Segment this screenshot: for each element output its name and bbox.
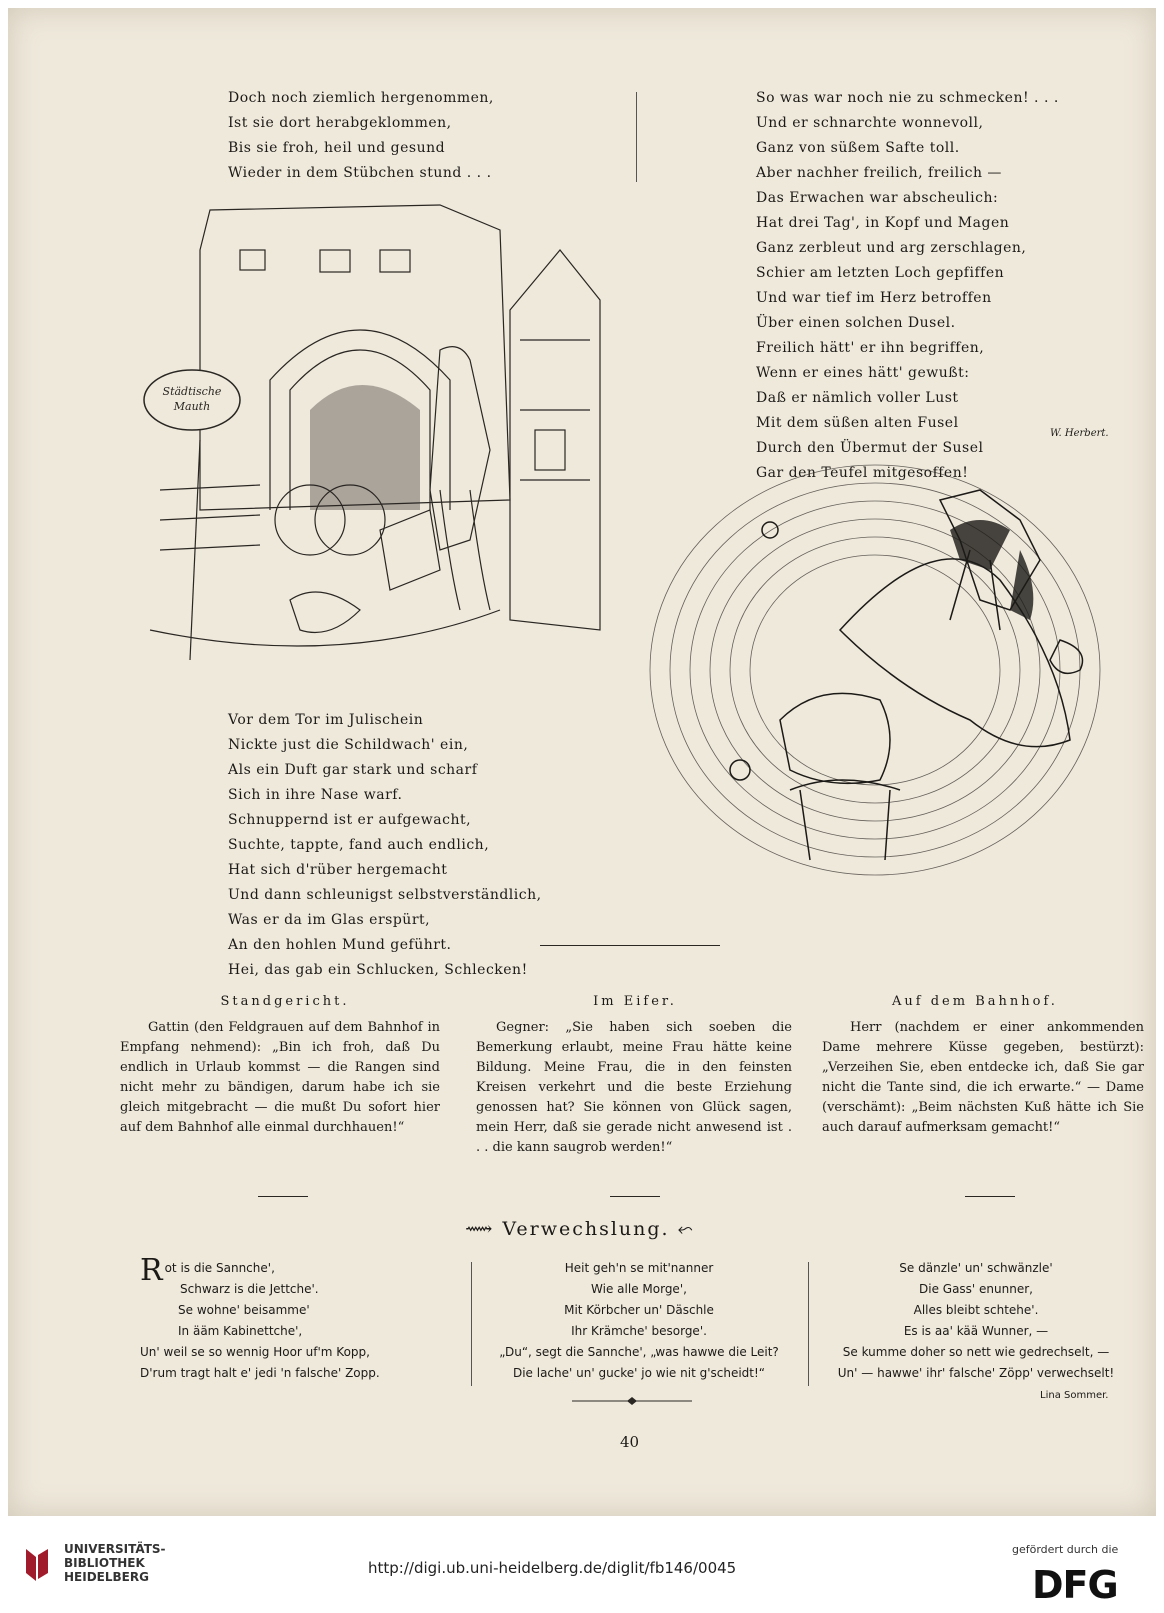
verse-line: Und er schnarchte wonnevoll,	[756, 115, 984, 131]
verse-line: Sich in ihre Nase warf.	[228, 787, 403, 803]
verse-line: Schwarz is die Jettche'.	[180, 1282, 319, 1296]
column-end-rule	[610, 1196, 660, 1197]
verse-line: Mit Körbcher un' Däschle	[564, 1303, 714, 1317]
verse-line: Ganz zerbleut und arg zerschlagen,	[756, 240, 1027, 256]
verse-line: Vor dem Tor im Julischein	[228, 712, 424, 728]
verse-line: Wieder in dem Stübchen stund . . .	[228, 165, 492, 181]
verse-line: Es is aa' kää Wunner, —	[903, 1324, 1049, 1338]
poem-right	[756, 86, 1059, 486]
verse-line: Und war tief im Herz betroffen	[756, 290, 992, 306]
verse-line: Bis sie froh, heil und gesund	[228, 140, 446, 156]
column-divider	[471, 1262, 472, 1386]
verse-line: Alles bleibt schtehe'.	[913, 1303, 1039, 1317]
section-rule	[540, 945, 720, 946]
verse-line: Se wohne' beisamme'	[178, 1303, 310, 1317]
verse-line: ot is die Sannche',	[164, 1261, 275, 1275]
verse-line: „Du“, segt die Sannche', „was hawwe die Leit?	[499, 1345, 779, 1359]
verse-line: D'rum tragt halt e' jedi 'n falsche' Zopp.	[140, 1366, 380, 1380]
anecdote-title: Im Eifer.	[593, 994, 677, 1009]
verse-line: Suchte, tappte, fand auch endlich,	[228, 837, 490, 853]
verse-line: Hat sich d'rüber hergemacht	[228, 862, 448, 878]
verse-line: Schier am letzten Loch gepfiffen	[756, 265, 1005, 281]
verse-line: Nickte just die Schildwach' ein,	[228, 737, 469, 753]
poem-author: W. Herbert.	[1050, 428, 1109, 439]
verse-line: Ist sie dort herabgeklommen,	[228, 115, 452, 131]
anecdote-title: Auf dem Bahnhof.	[892, 994, 1058, 1009]
verse-line: Das Erwachen war abscheulich:	[756, 190, 999, 206]
verse-line: Die lache' un' gucke' jo wie nit g'scheidt!“	[512, 1366, 766, 1380]
poem-title: ⟿ Verwechslung. ⬿	[465, 1218, 695, 1240]
verse-line: Durch den Übermut der Susel	[756, 440, 984, 456]
funding-label: gefördert durch die	[1012, 1543, 1119, 1556]
library-name: UNIVERSITÄTS- BIBLIOTHEK HEIDELBERG	[64, 1542, 166, 1584]
verse-line: Un' weil se so wennig Hoor uf'm Kopp,	[140, 1345, 370, 1359]
poem-author: Lina Sommer.	[1040, 1390, 1109, 1401]
verse-line: Aber nachher freilich, freilich —	[756, 165, 1002, 181]
dialect-column-3	[816, 1258, 1136, 1384]
university-library-logo-icon	[22, 1545, 56, 1585]
verse-line: Se dänzle' un' schwänzle'	[899, 1261, 1053, 1275]
verse-line: Schnuppernd ist er aufgewacht,	[228, 812, 472, 828]
verse-line: Hei, das gab ein Schlucken, Schlecken!	[228, 962, 528, 978]
ornament-left-icon: ⟿	[465, 1218, 503, 1240]
poem-left-top	[228, 86, 494, 186]
verse-line: Freilich hätt' er ihn begriffen,	[756, 340, 985, 356]
verse-line: Was er da im Glas erspürt,	[228, 912, 431, 928]
column-end-rule	[258, 1196, 308, 1197]
column-divider	[808, 1262, 809, 1386]
verse-line: Über einen solchen Dusel.	[756, 315, 956, 331]
verse-line: Hat drei Tag', in Kopf und Magen	[756, 215, 1010, 231]
permalink-url[interactable]: http://digi.ub.uni-heidelberg.de/diglit/fb146/0045	[368, 1559, 737, 1577]
verse-line: Heit geh'n se mit'nanner	[564, 1261, 714, 1275]
anecdote-text: Herr (nachdem er einer ankommenden Dame mehrere Küsse gegeben, bestürzt): „Verzeihen Sie, eben entdecke ich, daß Sie gar nicht die Tante sind, die ich erwarte.“ — Dame (verschämt): „Beim nächsten Kuß hätte ich Sie auch darauf aufmerksam gemacht!“	[822, 1020, 1144, 1135]
verse-line: Die Gass' enunner,	[919, 1282, 1033, 1296]
verse-line: Ganz von süßem Safte toll.	[756, 140, 960, 156]
verse-line: In ääm Kabinettche',	[178, 1324, 303, 1338]
verse-line: Als ein Duft gar stark und scharf	[228, 762, 478, 778]
verse-line: Ihr Krämche' besorge'.	[571, 1324, 707, 1338]
anecdote-text: Gattin (den Feldgrauen auf dem Bahnhof in Empfang nehmend): „Bin ich froh, daß Du endlich in Urlaub kommst — die Rangen sind nicht mehr zu bändigen, darum habe ich sie gleich mitgebracht — die mußt Du sofort hier auf dem Bahnhof alle einmal durchhauen!“	[120, 1020, 440, 1135]
ornament-right-icon: ⬿	[669, 1218, 695, 1240]
verse-line: Mit dem süßen alten Fusel	[756, 415, 959, 431]
drop-cap: R	[140, 1253, 163, 1288]
poem-left-bottom	[228, 708, 542, 983]
verse-line: An den hohlen Mund geführt.	[228, 937, 452, 953]
verse-line: Daß er nämlich voller Lust	[756, 390, 959, 406]
end-ornament-icon	[572, 1396, 692, 1406]
column-divider	[636, 92, 637, 182]
dialect-column-1	[140, 1253, 380, 1384]
verse-line: Se kumme doher so nett wie gedrechselt, —	[842, 1345, 1110, 1359]
page-number: 40	[620, 1433, 640, 1451]
verse-line: Doch noch ziemlich hergenommen,	[228, 90, 494, 106]
anecdote-text: Gegner: „Sie haben sich soeben die Bemerkung erlaubt, meine Frau hätte keine Bildung. Meine Frau, die in den feinsten Kreisen verkehrt und die beste Erziehung genossen hat? Sie können von Glück sagen, mein Herr, daß sie gerade nicht anwesend ist . . . die kann saugrob werden!“	[476, 1020, 792, 1155]
verse-line: Un' — hawwe' ihr' falsche' Zöpp' verwechselt!	[837, 1366, 1115, 1380]
dream-vignette-illustration	[640, 460, 1110, 880]
anecdote-title: Standgericht.	[220, 994, 350, 1009]
verse-line: So was war noch nie zu schmecken! . . .	[756, 90, 1059, 106]
sign-text-line2: Mauth	[173, 400, 211, 413]
verse-line: Gar den Teufel mitgesoffen!	[756, 465, 969, 481]
dialect-column-2	[482, 1258, 796, 1384]
sign-text-line1: Städtische	[162, 385, 222, 398]
verse-line: Wie alle Morge',	[591, 1282, 687, 1296]
verse-line: Wenn er eines hätt' gewußt:	[756, 365, 970, 381]
town-gate-illustration	[140, 190, 620, 690]
dfg-logo: DFG	[1032, 1563, 1118, 1607]
verse-line: Und dann schleunigst selbstverständlich,	[228, 887, 542, 903]
column-end-rule	[965, 1196, 1015, 1197]
